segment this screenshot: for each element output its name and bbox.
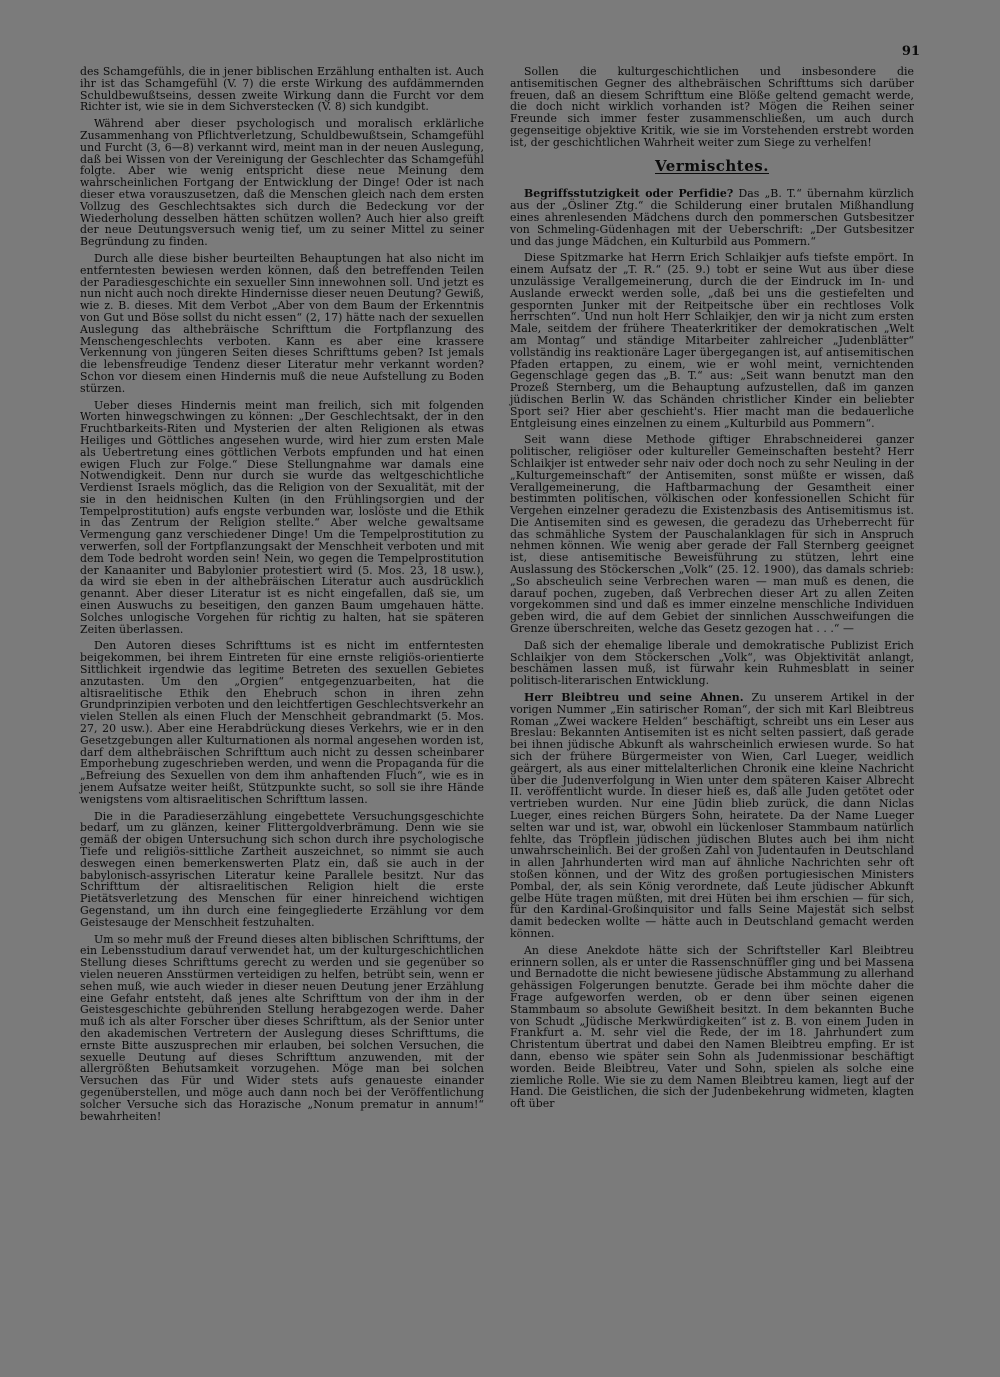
news-item-lead: Begriffsstutzigkeit oder Perfidie? [524, 187, 734, 201]
left-column [80, 66, 484, 1127]
news-item-text: Diese Spitzmarke hat Herrn Erich Schlaikjer aufs tiefste empört. In einem Aufsatz der „T. R.“ (25. 9.) tobt er seine Wut aus über diese unzulässige Verallgemeinerung, durch die der Eindruck im In- und Auslande erweckt werden solle, „daß bei uns die gestiefelten und gespornten Junker mit der Reitpeitsche über ein rechtloses Volk herrschten“. Und nun holt Herr Schlaikjer, den wir ja nicht zum ersten Male, seitdem der frühere Theaterkritiker der demokratischen „Welt am Montag“ und ständige Mitarbeiter zahlreicher „Judenblätter“ vollständig ins reaktionäre Lager übergegangen ist, auf antisemitischen Pfaden ertappen, zu einem, wie er wohl meint, vernichtenden Gegenschlage gegen das „B. T.“ aus: „Seit wann benutzt man den Prozeß Sternberg, um die Behauptung aufzustellen, daß im ganzen jüdischen Berlin W. das Schänden christlicher Kinder ein beliebter Sport sei? Hier aber geschieht's. Hier macht man die bedauerliche Entgleisung eines einzelnen zu einem „Kulturbild aus Pommern“. [510, 251, 914, 430]
right-column [510, 66, 914, 1115]
right-intro-paragraph: Sollen die kulturgeschichtlichen und insbesondere die antisemitischen Gegner des althebräischen Schrifttums sich darüber freuen, daß an diesem Schrifttum eine Blöße geltend gemacht werde, die doch nicht wirklich vorhanden ist? Mögen die Reihen seiner Freunde sich immer fester zusammenschließen, um auch durch gegenseitige objektive Kritik, wie sie im Vorstehenden erstrebt worden ist, der geschichtlichen Wahrheit weiter zum Siege zu verhelfen! [510, 65, 914, 149]
news-item [510, 434, 914, 635]
news-item-text: An diese Anekdote hätte sich der Schriftsteller Karl Bleibtreu erinnern sollen, als er unter die Rassenschnüffler ging und bei Massena und Bernadotte die nicht bewiesene jüdische Abstammung zu allerhand gehässigen Folgerungen benutzte. Gerade bei ihm möchte daher die Frage aufgeworfen werden, ob er denn über seinen eigenen Stammbaum so absolute Gewißheit besitzt. In dem bekannten Buche von Schudt „Jüdische Merkwürdigkeiten“ ist z. B. von einem Juden in Frankfurt a. M. sehr viel die Rede, der im 18. Jahrhundert zum Christentum übertrat und dabei den Namen Bleibtreu empfing. Er ist dann, ebenso wie später sein Sohn als Judenmissionar beschäftigt worden. Beide Bleibtreu, Vater und Sohn, spielen als solche eine ziemliche Rolle. Wie sie zu dem Namen Bleibtreu kamen, liegt auf der Hand. Die Geistlichen, die sich der Judenbekehrung widmeten, klagten oft über [510, 943, 914, 1111]
section-heading-text: Vermischtes. [655, 156, 769, 175]
left-paragraph: des Schamgefühls, die in jener biblischen Erzählung enthalten ist. Auch ihr ist das Schamgefühl (V. 7) die erste Wirkung des aufdämmernden Schuldbewußtseins, dessen zweite Wirkung dann die Furcht vor dem Richter ist, wie sie in dem Sichverstecken (V. 8) sich kundgibt. [80, 65, 484, 114]
left-paragraph: Den Autoren dieses Schrifttums ist es nicht im entferntesten beigekommen, bei ihrem Eintreten für eine ernste religiös-orientierte Sittlichkeit irgendwie das legitime Betreten des sexuellen Gebietes anzutasten. Um den „Orgien“ entgegenzuarbeiten, hat die altisraelitische Ethik den Ehebruch schon in ihren zehn Grundprinzipien verboten und den leichtfertigen Geschlechtsverkehr an vielen Stellen als einen Fluch der Menschheit gebrandmarkt (5. Mos. 27, 20 usw.). Aber eine Herabdrückung dieses Verkehrs, wie er in den Gesetzgebungen aller Kulturnationen als normal angesehen worden ist, darf dem althebräischen Schrifttum auch nicht zu dessen scheinbarer Emporhebung zugeschrieben werden, und wenn die Propaganda für die „Befreiung des Sexuellen von dem ihm anhaftenden Fluch“, wie es in jenem Aufsatze weiter heißt, Stützpunkte sucht, so soll sie ihre Hände wenigstens vom altisraelitischen Schrifttum lassen. [80, 639, 484, 806]
left-paragraph: Während aber dieser psychologisch und moralisch erklärliche Zusammenhang von Pflichtverletzung, Schuldbewußtsein, Schamgefühl und Furcht (3, 6—8) verkannt wird, meint man in der neuen Auslegung, daß bei Wissen von der Vereinigung der Geschlechter das Schamgefühl folgte. Aber wie wenig entspricht diese neue Meinung dem wahrscheinlichen Fortgang der Entwicklung der Dinge! Oder ist nach dieser etwa vorauszusetzen, daß die Menschen gleich nach dem ersten Vollzug des Geschlechtsaktes sich durch die Bedeckung vor der Wiederholung desselben hätten schützen wollen? Auch hier also greift der neue Deutungsversuch wenig tief, um zu seiner Mittel zu seiner Begründung zu finden. [80, 117, 484, 249]
news-item [510, 252, 914, 429]
news-item [510, 640, 914, 687]
news-item [510, 188, 914, 247]
news-item-lead: Herr Bleibtreu und seine Ahnen. [524, 691, 744, 705]
section-heading [510, 156, 914, 175]
news-item-text: Zu unserem Artikel in der vorigen Nummer „Ein satirischer Roman“, der sich mit Karl Bleibtreus Roman „Zwei wackere Helden“ beschäftigt, schreibt uns ein Leser aus Breslau: Bekannten Antisemiten ist es nicht selten passiert, daß gerade bei ihnen jüdische Abkunft als wahrscheinlich erwiesen wurde. So hat sich der frühere Bürgermeister von Wien, Carl Lueger, weidlich geärgert, als aus einer mittelalterlichen Chronik eine kleine Nachricht über die Judenverfolgung in Wien unter dem späteren Kaiser Albrecht II. veröffentlicht wurde. In dieser hieß es, daß alle Juden getötet oder vertrieben wurden. Nur eine Jüdin blieb zurück, die dann Niclas Lueger, eines reichen Bürgers Sohn, heiratete. Da der Name Lueger selten war und ist, war, obwohl ein lückenloser Stammbaum natürlich fehlte, das Tröpflein jüdischen jüdischen Blutes auch bei ihm nicht unwahrscheinlich. Bei der großen Zahl von Judentaufen in Deutschland in allen Jahrhunderten wird man auf ähnliche Nachrichten sehr oft stoßen können, und der Witz des großen portugiesischen Ministers Pombal, der, als sein König verordnete, daß Leute jüdischer Abkunft gelbe Hüte tragen müßten, mit drei Hüten bei ihm erschien — für sich, für den Kardinal-Großinquisitor und falls Seine Majestät sich selbst damit bedecken wollte — hätte auch in Deutschland gemacht werden können. [510, 691, 915, 940]
page-number: 91 [901, 44, 920, 59]
news-item-text: Seit wann diese Methode giftiger Ehrabschneiderei ganzer politischer, religiöser oder kultureller Gemeinschaften besteht? Herr Schlaikjer ist entweder sehr naiv oder doch noch zu sehr Neuling in der „Kulturgemeinschaft“ der Antisemiten, sonst müßte er wissen, daß Verallgemeinerung, die Haftbarmachung der Gesamtheit einer bestimmten politischen, völkischen oder konfessionellen Schicht für Vergehen einzelner geradezu die Existenzbasis des Antisemitismus ist. Die Antisemiten sind es gewesen, die geradezu das Urheberrecht für das schmähliche System der Pauschalanklagen für sich in Anspruch nehmen können. Wie wenig aber gerade der Fall Sternberg geeignet ist, diese antisemitische Beweisführung zu stützen, lehrt eine Auslassung des Stöckerschen „Volk“ (25. 12. 1900), das damals schrieb: „So abscheulich seine Verbrechen waren — man muß es denen, die darauf pochen, zugeben, daß Verbrechen dieser Art zu allen Zeiten vorgekommen sind und daß es immer einzelne menschliche Individuen geben wird, die auf dem Gebiet der sinnlichen Ausschweifungen die Grenze überschreiten, welche das Gesetz gezogen hat . . .“ — [510, 433, 914, 636]
news-item-text: Das „B. T.“ übernahm kürzlich aus der „Ösliner Ztg.“ die Schilderung einer brutalen Mißhandlung eines ahrenlesenden Mädchens durch den pommerschen Gutsbesitzer von Schmeling-Güdenhagen mit der Ueberschrift: „Der Gutsbesitzer und das junge Mädchen, ein Kulturbild aus Pommern.“ [510, 187, 914, 248]
news-item [510, 692, 914, 940]
left-paragraph: Die in die Paradieserzählung eingebettete Versuchungsgeschichte bedarf, um zu glänzen, keiner Flittergoldverbrämung. Denn wie sie gemäß der obigen Untersuchung sich schon durch ihre psychologische Tiefe und religiös-sittliche Zartheit auszeichnet, so nimmt sie auch deswegen einen bemerkenswerten Platz ein, daß sie auch in der babylonisch-assyrischen Literatur keine Parallele besitzt. Nur das Schrifttum der altisraelitischen Religion hielt die erste Pietätsverletzung des Menschen für einer hinreichend wichtigen Gegenstand, um ihn durch eine feingegliederte Erzählung vor dem Geistesauge der Menschheit festzuhalten. [80, 809, 484, 929]
left-paragraph: Um so mehr muß der Freund dieses alten biblischen Schrifttums, der ein Lebensstudium darauf verwendet hat, um der kulturgeschichtlichen Stellung dieses Schrifttums gerecht zu werden und sie gegenüber so vielen neueren Ansstürmen verteidigen zu helfen, betrübt sein, wenn er sehen muß, wie auch wieder in dieser neuen Deutung jener Erzählung eine Gefahr entsteht, daß jenes alte Schrifttum von der ihm in der Geistesgeschichte gebührenden Stellung herabgezogen werde. Daher muß ich als alter Forscher über dieses Schrifttum, als der Senior unter den akademischen Vertretern der Auslegung dieses Schrifttums, die ernste Bitte auszusprechen mir erlauben, bei solchen Versuchen, die sexuelle Deutung auf dieses Schrifttum anzuwenden, mit der allergrößten Behutsamkeit vorzugehen. Möge man bei solchen Versuchen das Für und Wider stets aufs genaueste einander gegenüberstellen, und möge auch dann noch bei der Veröffentlichung solcher Versuche sich das Horazische „Nonum prematur in annum!“ bewahrheiten! [80, 932, 484, 1123]
news-item [510, 945, 914, 1110]
left-paragraph: Durch alle diese bisher beurteilten Behauptungen hat also nicht im entferntesten bewiesen werden können, daß den betreffenden Teilen der Paradiesgeschichte ein sexueller Sinn innewohnen soll. Und jetzt es nun nicht auch noch direkte Hindernisse dieser neuen Deutung? Gewiß, wie z. B. dieses. Mit dem Verbot „Aber von dem Baum der Erkenntnis von Gut und Böse sollst du nicht essen“ (2, 17) hätte nach der sexuellen Auslegung das althebräische Schrifttum die Fortpflanzung des Menschengeschlechts verboten. Kann es aber eine krassere Verkennung von jüngeren Seiten dieses Schrifttums geben? Ist jemals die lebensfreudige Tendenz dieser Literatur mehr verkannt worden? Schon vor diesem einen Hindernis muß die neue Aufstellung zu Boden stürzen. [80, 251, 484, 395]
news-item-text: Daß sich der ehemalige liberale und demokratische Publizist Erich Schlaikjer von dem Stöckerschen „Volk“, was Objektivität anlangt, beschämen lassen muß, ist fürwahr kein Ruhmesblatt in seiner politisch-literarischen Entwicklung. [510, 638, 914, 688]
left-paragraph: Ueber dieses Hindernis meint man freilich, sich mit folgenden Worten hinwegschwingen zu können: „Der Geschlechtsakt, der in den Fruchtbarkeits-Riten und Mysterien der alten Religionen als etwas Heiliges und Göttliches angesehen wurde, wird hier zum ersten Male als Uebertretung eines göttlichen Verbots empfunden und hat einen ewigen Fluch zur Folge.“ Diese Stellungnahme war damals eine Notwendigkeit. Denn nur durch sie wurde das weltgeschichtliche Verdienst Israels möglich, das die Religion von der Sexualität, mit der sie in den heidnischen Kulten (in den Frühlingsorgien und der Tempelprostitution) aufs engste verbunden war, loslöste und die Ethik in das Zentrum der Religion stellte.“ Aber welche gewaltsame Vermengung ganz verschiedener Dinge! Um die Tempelprostitution zu verwerfen, soll der Fortpflanzungsakt der Menschheit verboten und mit dem Tode bedroht worden sein! Nein, wo gegen die Tempelprostitution der Kanaaniter und Babylonier protestiert wird (5. Mos. 23, 18 usw.), da wird sie eben in der althebräischen Literatur auch ausdrücklich genannt. Aber dieser Literatur ist es nicht eingefallen, daß sie, um einen Auswuchs zu beseitigen, den ganzen Baum umgehauen hätte. Solches unlogische Vorgehen für richtig zu halten, hat sie späteren Zeiten überlassen. [80, 398, 484, 636]
